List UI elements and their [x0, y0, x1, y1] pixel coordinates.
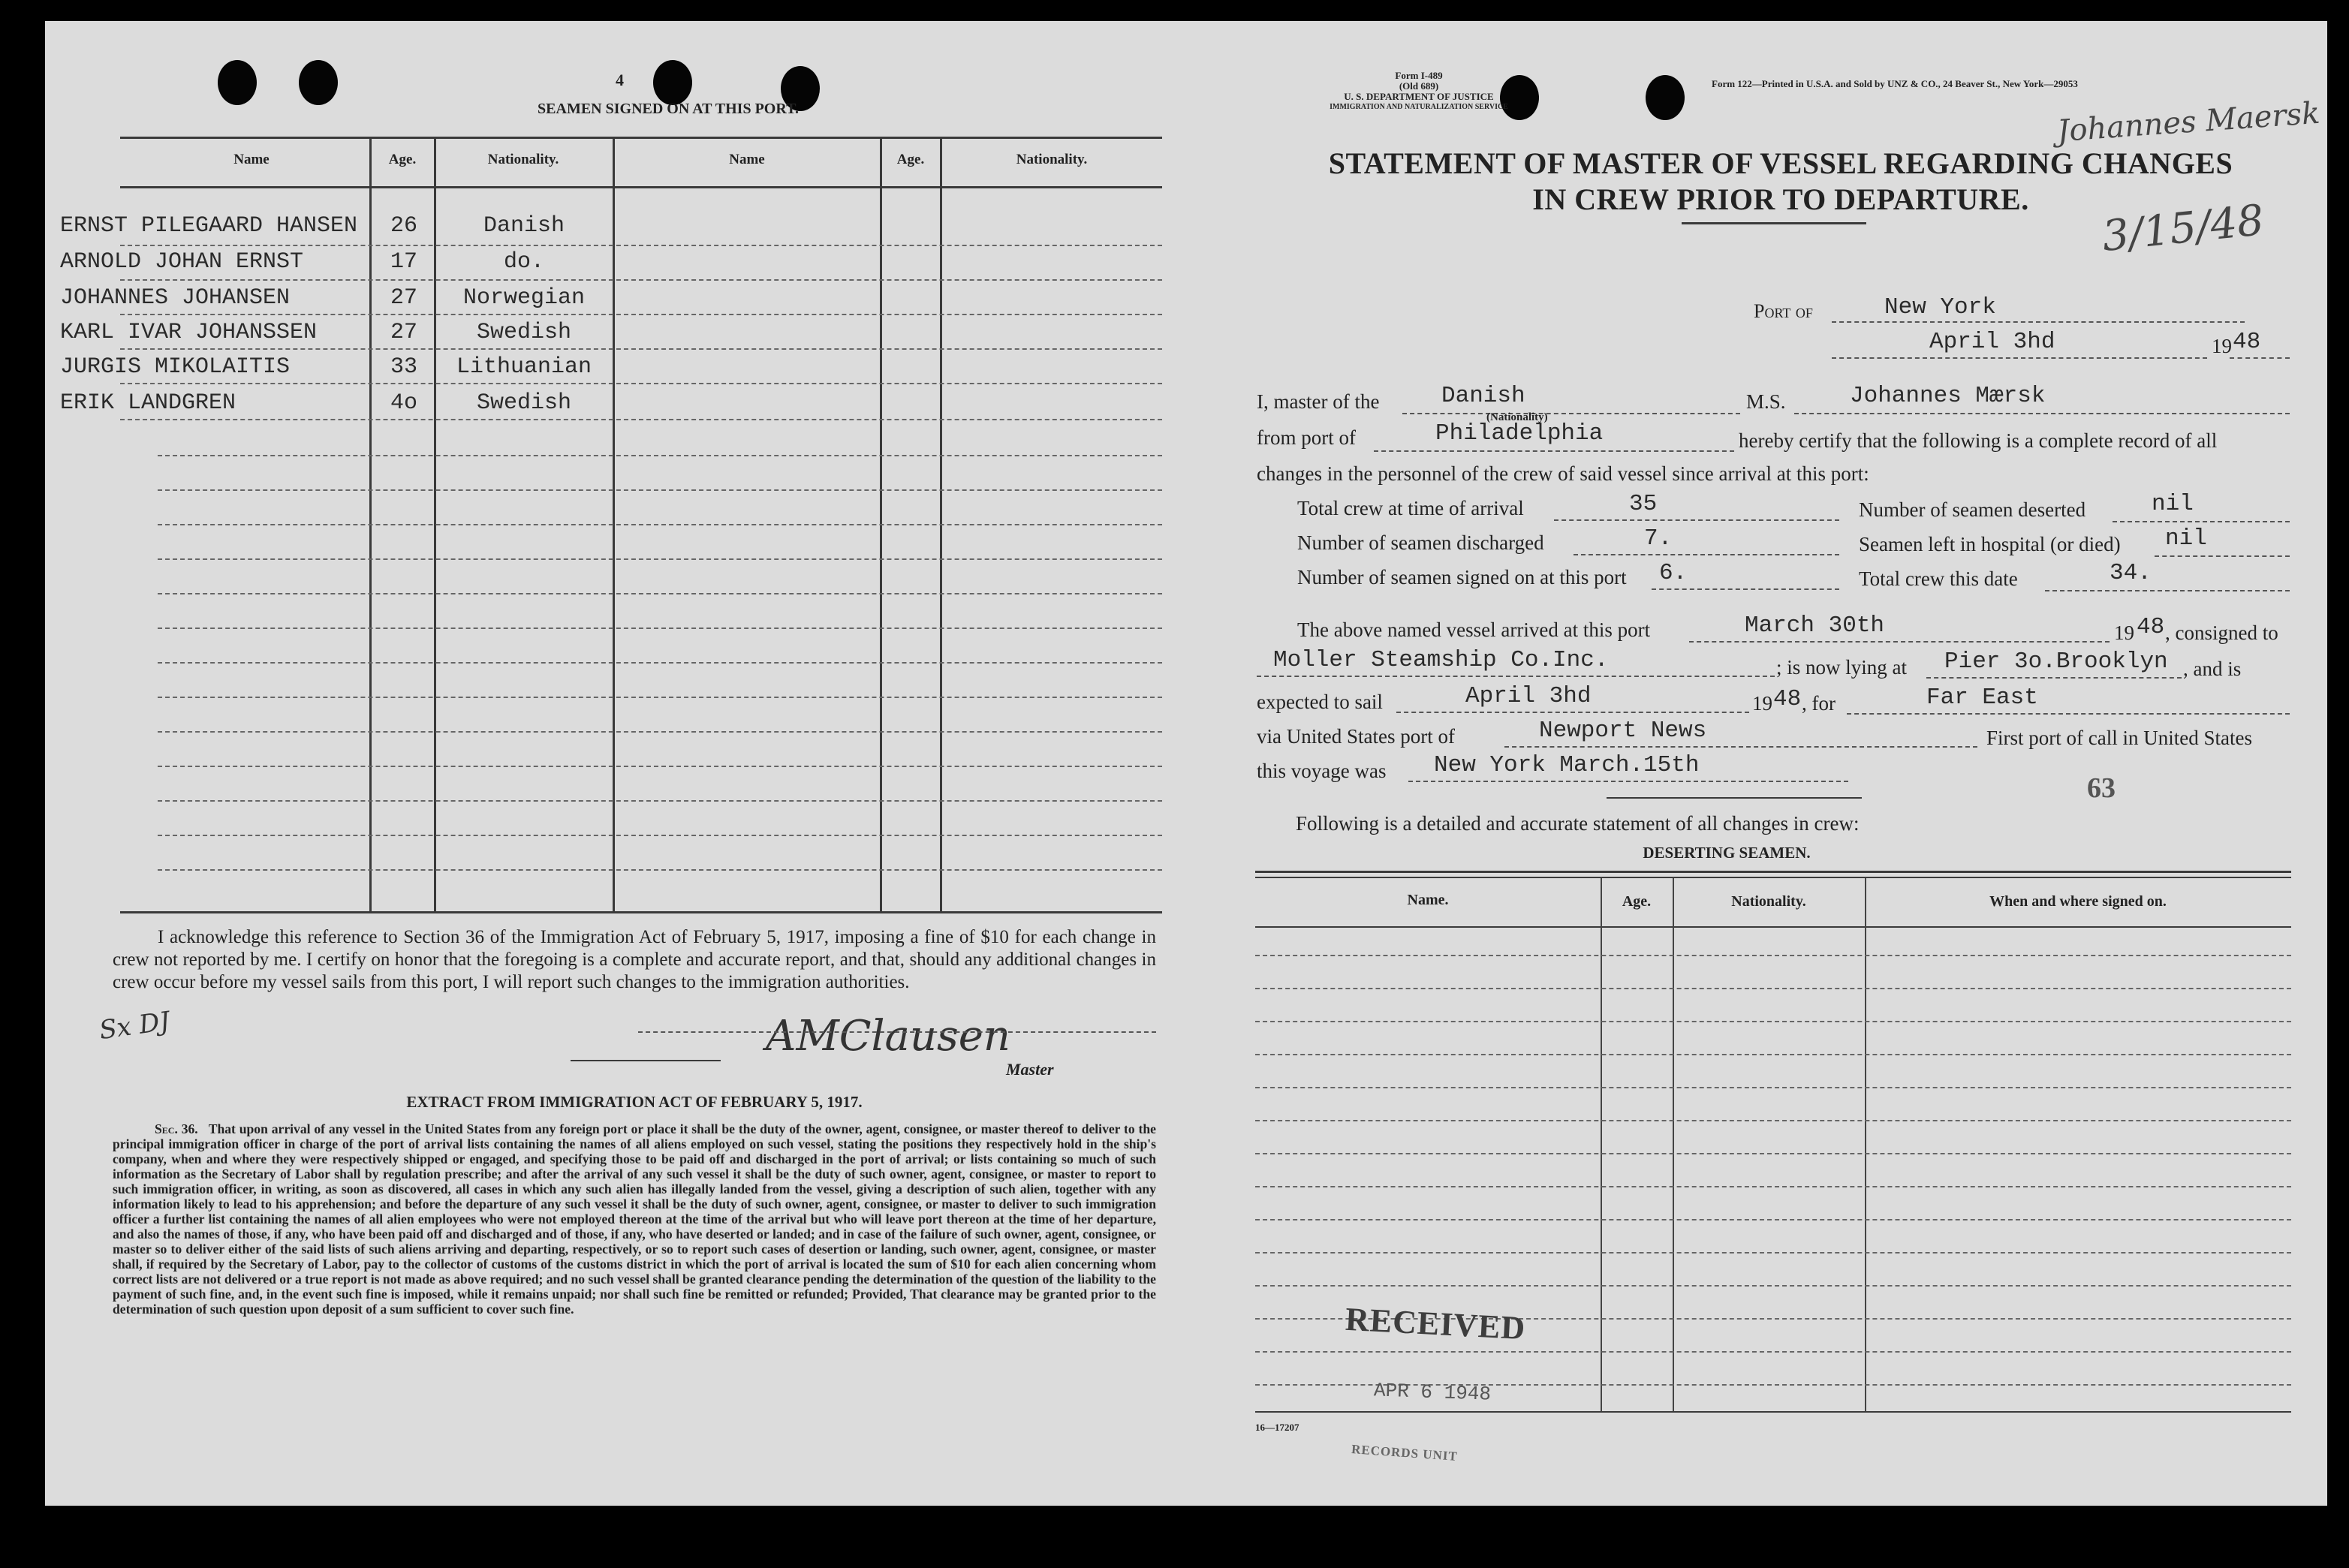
punch-hole	[1646, 75, 1685, 120]
seaman-name: JOHANNES JOHANSEN	[60, 285, 291, 311]
form-title-line1: STATEMENT OF MASTER OF VESSEL REGARDING CHANGES	[1328, 146, 2233, 180]
following-text: Following is a detailed and accurate statement of all changes in crew:	[1296, 812, 1860, 835]
margin-initials: Sx DJ	[97, 1006, 172, 1046]
deserted-value: nil	[2152, 491, 2194, 517]
printer-line: Form 122—Printed in U.S.A. and Sold by UNZ & CO., 24 Beaver St., New York—29053	[1712, 78, 2078, 89]
deserted-label: Number of seamen deserted	[1859, 498, 2086, 521]
via-label: via United States port of	[1257, 725, 1455, 748]
deserting-column-age: Age.	[1622, 893, 1652, 910]
discharged-value: 7.	[1644, 525, 1673, 552]
seaman-nationality: Swedish	[476, 320, 572, 345]
seaman-name: ERNST PILEGAARD HANSEN	[60, 213, 358, 239]
seaman-nationality: Lithuanian	[456, 354, 592, 380]
seaman-age: 17	[390, 249, 417, 275]
expected-label: expected to sail	[1257, 691, 1383, 713]
form-id-line: Form I-489	[1395, 70, 1443, 81]
punch-hole	[653, 60, 692, 105]
seaman-age: 27	[390, 320, 417, 345]
total-crew-arrival-label: Total crew at time of arrival	[1297, 497, 1524, 519]
voyage-value: New York March.15th	[1434, 752, 1700, 778]
destination-value: Far East	[1926, 685, 2038, 711]
total-crew-date-label: Total crew this date	[1859, 567, 2018, 590]
handwritten-date: 3/15/48	[2100, 195, 2266, 262]
from-port-label: from port of	[1257, 426, 1356, 449]
arrived-value: March 30th	[1745, 612, 1885, 639]
deserting-column-nationality: Nationality.	[1731, 893, 1806, 910]
vessel-name: Johannes Mærsk	[1850, 383, 2046, 409]
nationality-caption: (Nationality)	[1486, 411, 1548, 423]
nationality-value: Danish	[1441, 383, 1525, 409]
seaman-nationality: Norwegian	[462, 285, 586, 311]
form-identifier	[1306, 71, 1531, 113]
lying-value: Pier 3o.Brooklyn	[1944, 649, 2168, 675]
hospital-value: nil	[2165, 525, 2207, 552]
page-number: 4	[616, 71, 624, 89]
via-value: Newport News	[1539, 718, 1707, 744]
discharged-label: Number of seamen discharged	[1297, 531, 1544, 554]
seaman-nationality: Danish	[483, 213, 565, 239]
form-id-line: IMMIGRATION AND NATURALIZATION SERVICE	[1330, 103, 1508, 111]
punch-hole	[218, 60, 257, 105]
master-label: Master	[1006, 1060, 1054, 1079]
received-stamp: RECEIVED	[1344, 1300, 1527, 1347]
consigned-label: , consigned to	[2165, 621, 2278, 644]
arrived-year-value: 48	[2137, 614, 2165, 640]
expected-value: April 3hd	[1465, 683, 1592, 709]
certify-text: hereby certify that the following is a complete record of all	[1739, 429, 2218, 452]
total-crew-arrival-value: 35	[1629, 491, 1658, 517]
vessel-type: M.S.	[1746, 390, 1786, 413]
master-of-label: I, master of the	[1257, 390, 1380, 413]
first-port-label: First port of call in United States	[1986, 727, 2252, 749]
column-header-nationality: Nationality.	[1016, 152, 1088, 167]
seaman-name: KARL IVAR JOHANSSEN	[60, 320, 318, 345]
total-crew-date-value: 34.	[2110, 560, 2152, 586]
acknowledgment-text: I acknowledge this reference to Section 36 of the Immigration Act of February 5, 1917, imposing a fine of $10 for each change in crew not reported by me. I certify on honor that the foregoing is a complete and accurate report, and that, should any additional changes in crew occur before my vessel sails from this port, I will report such changes to the immigration authorities.	[113, 927, 1156, 992]
for-label: , for	[1802, 692, 1836, 715]
voyage-label: this voyage was	[1257, 760, 1387, 782]
year-prefix: 19	[2212, 335, 2232, 357]
deserting-heading: DESERTING SEAMEN.	[1643, 844, 1811, 862]
seaman-age: 4o	[390, 390, 417, 416]
form-id-line: U. S. DEPARTMENT OF JUSTICE	[1344, 91, 1494, 102]
changes-text: changes in the personnel of the crew of said vessel since arrival at this port:	[1257, 462, 1869, 485]
arrived-year-prefix: 19	[2114, 621, 2134, 644]
extract-section: Sec. 36.	[155, 1121, 198, 1136]
document-sheet	[45, 21, 2327, 1506]
seaman-age: 27	[390, 285, 417, 311]
signed-on-heading: SEAMEN SIGNED ON AT THIS PORT.	[538, 101, 799, 117]
column-header-name: Name	[233, 152, 270, 167]
lying-label: ; is now lying at	[1776, 656, 1907, 679]
punch-hole	[299, 60, 338, 105]
footer-code: 16—17207	[1255, 1422, 1299, 1433]
column-header-name: Name	[729, 152, 765, 167]
signed-on-label: Number of seamen signed on at this port	[1297, 566, 1627, 588]
arrived-label: The above named vessel arrived at this port	[1297, 618, 1651, 641]
sail-year-prefix: 19	[1752, 692, 1772, 715]
received-date: APR 6 1948	[1373, 1379, 1492, 1406]
deserting-column-name: Name.	[1407, 892, 1449, 908]
form-title-line2: IN CREW PRIOR TO DEPARTURE.	[1532, 182, 2029, 216]
deserting-column-signed-on: When and where signed on.	[1989, 893, 2167, 910]
port-value: New York	[1884, 294, 1996, 321]
column-header-age: Age.	[388, 152, 417, 167]
sail-year-value: 48	[1773, 686, 1802, 712]
signed-on-value: 6.	[1659, 560, 1688, 586]
seaman-name: JURGIS MIKOLAITIS	[60, 354, 291, 380]
seaman-nationality: Swedish	[476, 390, 572, 416]
column-header-age: Age.	[896, 152, 925, 167]
from-port-value: Philadelphia	[1435, 420, 1604, 447]
year-value: 48	[2233, 329, 2261, 355]
date-value: April 3hd	[1929, 329, 2055, 355]
extract-body: That upon arrival of any vessel in the United States from any foreign port or place it shall be the duty of the owner, agent, consignee, or master thereof to deliver to the principal immigration officer in charge of the port of arrival lists containing the names of all aliens employed on such vessel, stating the positions they respectively hold in the ship's company, when and where they were respectively shipped or engaged, and specifying those to be paid off and discharged in the port of arrival; or lists containing so much of such information as the Secretary of Labor shall by regulation prescribe; and after the arrival of any such vessel it shall be the duty of such owner, agent, consignee, or master to report to such immigration officer, in writing, as soon as discovered, all cases in which any such alien has illegally landed from the vessel, giving a description of such alien, together with any information likely to lead to his apprehension; and before the departure of any such vessel it shall be the duty of such owner, agent, consignee, or master to deliver to such immigration officer a further list containing the names of all alien employees who were not employed thereon at the time of the arrival but who will leave port thereon at the time of her departure, and also the names of those, if any, who have been paid off and discharged and of those, if any, who have deserted or landed; and in case of the failure of such owner, agent, consignee, or master so to deliver either of the said lists of such aliens arriving and departing, respectively, or so to report such cases of desertion or landing, such owner, agent, consignee, or master shall, if required by the Secretary of Labor, pay to the collector of customs of the customs district in which the port of arrival is located the sum of $10 for each alien concerning whom correct lists are not delivered or a true report is not made as above required; and no such vessel shall be granted clearance pending the determination of the question of the liability to the payment of such fine, and, in the event such fine is imposed, while it remains unpaid; nor shall such fine be remitted or refunded; Provided, That clearance may be granted prior to the determination of such question upon deposit of a sum sufficient to cover such fine.	[113, 1121, 1156, 1317]
seaman-age: 26	[390, 213, 417, 239]
records-stamp: RECORDS UNIT	[1351, 1442, 1459, 1464]
column-header-nationality: Nationality.	[487, 152, 559, 167]
consignee-value: Moller Steamship Co.Inc.	[1273, 647, 1609, 673]
seaman-name: ERIK LANDGREN	[60, 390, 236, 416]
master-signature: AMClausen	[766, 1012, 1010, 1061]
form-id-line: (Old 689)	[1399, 80, 1439, 92]
and-is-label: , and is	[2183, 658, 2242, 680]
extract-heading: EXTRACT FROM IMMIGRATION ACT OF FEBRUARY 5, 1917.	[406, 1093, 863, 1111]
stamp-number: 63	[2087, 772, 2116, 804]
hospital-label: Seamen left in hospital (or died)	[1859, 533, 2121, 555]
seaman-name: ARNOLD JOHAN ERNST	[60, 249, 304, 275]
seaman-age: 33	[390, 354, 417, 380]
extract-text	[113, 1121, 1156, 1317]
seaman-nationality: do.	[503, 249, 544, 275]
handwritten-vessel-name: Johannes Maersk	[2055, 95, 2321, 149]
port-label: Port of	[1754, 300, 1813, 322]
